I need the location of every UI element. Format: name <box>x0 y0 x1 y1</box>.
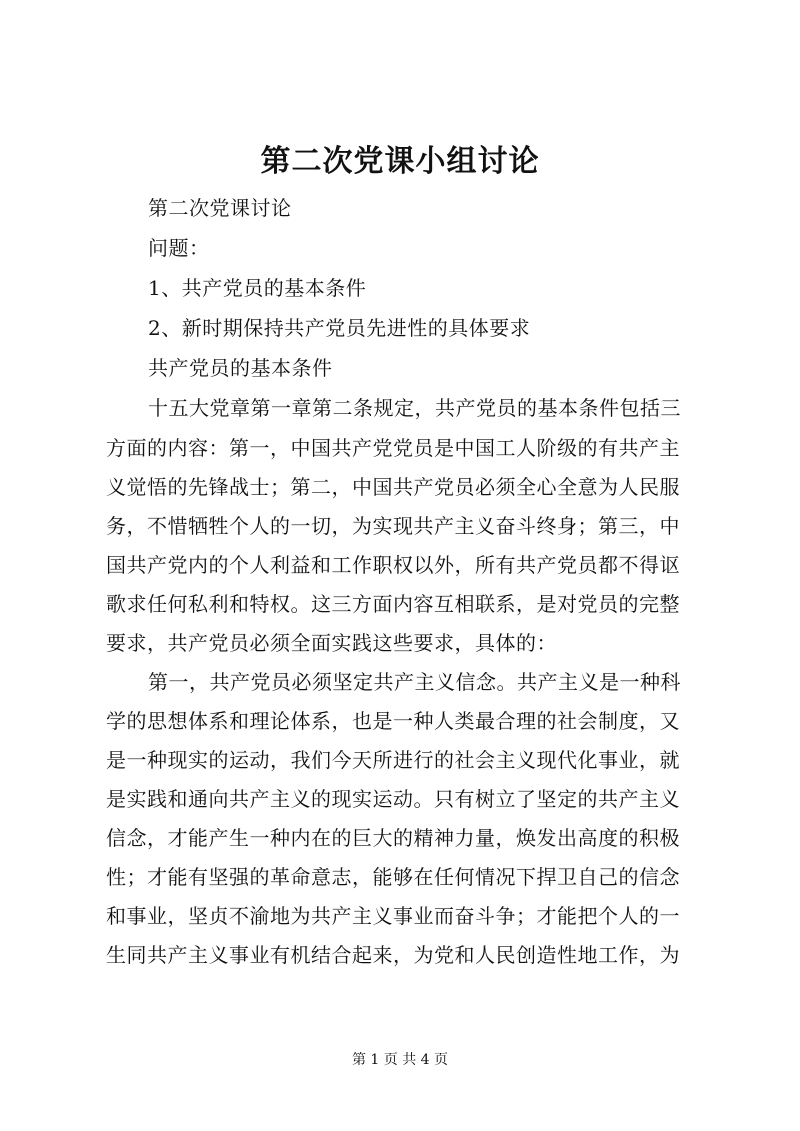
paragraph-line: 学的思想体系和理论体系，也是一种人类最合理的社会制度，又 <box>106 709 680 733</box>
paragraph-line: 生同共产主义事业有机结合起来，为党和人民创造性地工作，为 <box>106 943 680 967</box>
paragraph-line: 第一，共产党员必须坚定共产主义信念。共产主义是一种科 <box>148 670 681 694</box>
paragraph-line: 义觉悟的先锋战士；第二，中国共产党员必须全心全意为人民服 <box>106 475 680 499</box>
paragraph-line: 性；才能有坚强的革命意志，能够在任何情况下捍卫自己的信念 <box>106 865 680 889</box>
paragraph-line: 歌求任何私利和特权。这三方面内容互相联系，是对党员的完整 <box>106 592 680 616</box>
paragraph-line: 和事业，坚贞不渝地为共产主义事业而奋斗争；才能把个人的一 <box>106 904 680 928</box>
question-label: 问题： <box>148 236 210 260</box>
page-footer: 第 1 页 共 4 页 <box>351 1052 449 1068</box>
paragraph-line: 信念，才能产生一种内在的巨大的精神力量，焕发出高度的积极 <box>106 826 680 850</box>
question-item-2: 2、新时期保持共产党员先进性的具体要求 <box>148 316 531 340</box>
paragraph-line: 务，不惜牺牲个人的一切，为实现共产主义奋斗终身；第三，中 <box>106 514 680 538</box>
paragraph-line: 是一种现实的运动，我们今天所进行的社会主义现代化事业，就 <box>106 748 680 772</box>
paragraph-line: 国共产党内的个人利益和工作职权以外，所有共产党员都不得讴 <box>106 553 680 577</box>
question-item-1: 1、共产党员的基本条件 <box>148 276 367 300</box>
paragraph-line: 是实践和通向共产主义的现实运动。只有树立了坚定的共产主义 <box>106 787 680 811</box>
section-heading: 共产党员的基本条件 <box>148 356 333 380</box>
paragraph-line: 方面的内容：第一，中国共产党党员是中国工人阶级的有共产主 <box>106 436 680 460</box>
paragraph-line: 十五大党章第一章第二条规定，共产党员的基本条件包括三 <box>148 396 681 420</box>
subtitle-line: 第二次党课讨论 <box>148 196 292 220</box>
document-title: 第二次党课小组讨论 <box>260 144 540 179</box>
paragraph-line: 要求，共产党员必须全面实践这些要求，具体的： <box>106 631 557 655</box>
